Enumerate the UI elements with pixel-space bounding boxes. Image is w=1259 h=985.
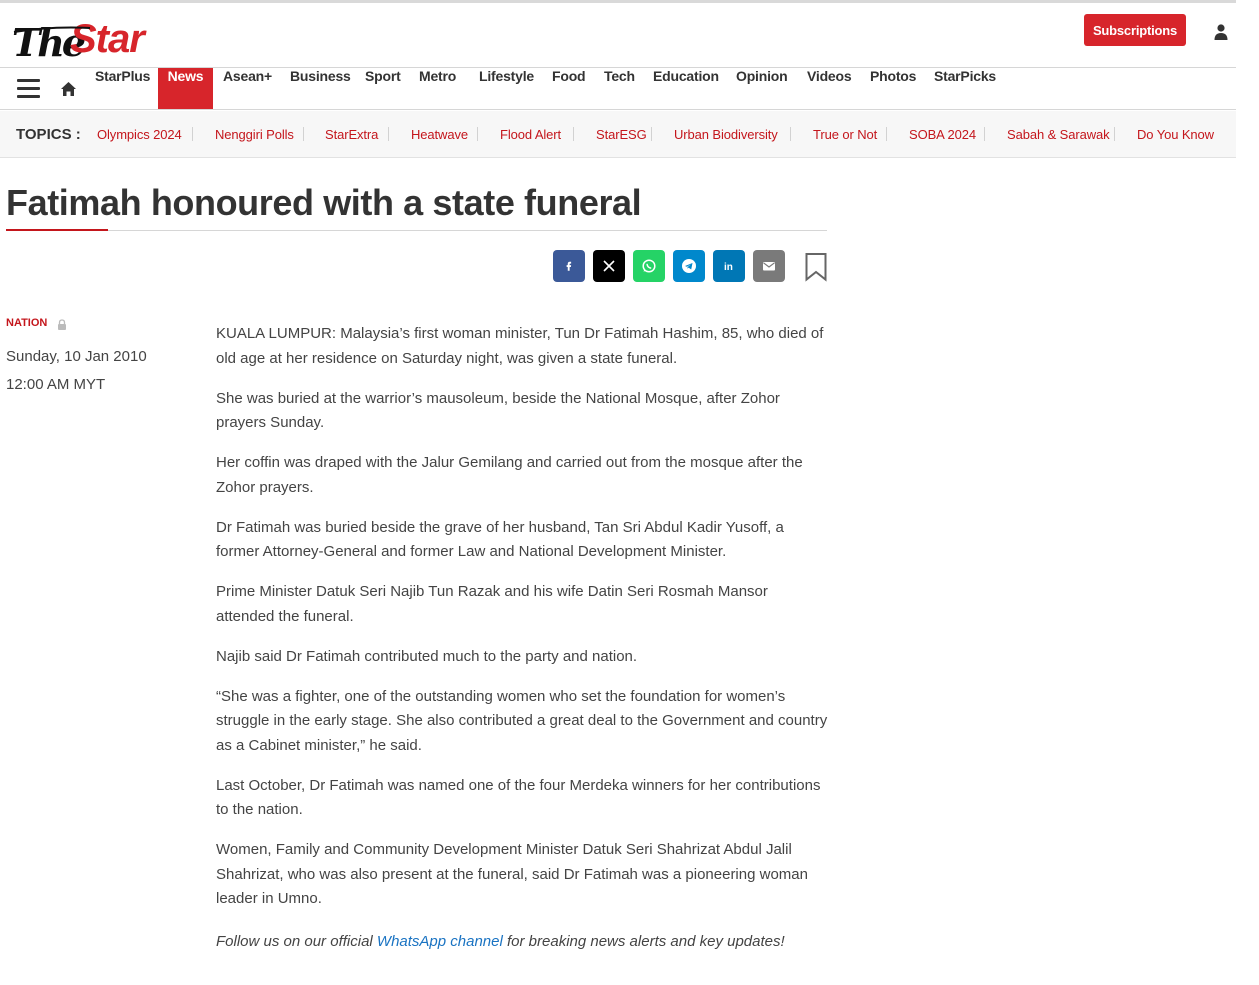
nav-item-opinion[interactable]: Opinion xyxy=(736,68,788,84)
telegram-icon xyxy=(681,258,697,274)
whatsapp-channel-link[interactable]: WhatsApp channel xyxy=(376,933,503,950)
headline-accent-bar xyxy=(6,229,108,231)
article-paragraph: Women, Family and Community Development Minister Datuk Seri Shahrizat Abdul Jalil Shahrizat, who was also present at the funeral, said Dr Fatimah was a pioneering woman leader in Umno. xyxy=(216,841,808,907)
follow-prefix: Follow us on our official xyxy=(216,933,377,950)
article-paragraph: Her coffin was draped with the Jalur Gemilang and carried out from the mosque after the Zohor prayers. xyxy=(216,454,803,496)
article-paragraph: She was buried at the warrior’s mausoleum, beside the National Mosque, after Zohor prayers Sunday. xyxy=(216,389,780,431)
article-paragraph: Prime Minister Datuk Seri Najib Tun Razak and his wife Datin Seri Rosmah Mansor attended the funeral. xyxy=(216,583,768,625)
subscriptions-button[interactable]: Subscriptions xyxy=(1084,14,1186,46)
topic-divider xyxy=(651,127,652,141)
whatsapp-share-button[interactable] xyxy=(633,250,665,282)
nav-item-education[interactable]: Education xyxy=(653,68,719,84)
x-share-button[interactable] xyxy=(593,250,625,282)
topic-link[interactable]: Heatwave xyxy=(411,127,469,142)
article-paragraph: “She was a fighter, one of the outstanding women who set the foundation for women’s struggle in the early stage. She also contributed a great deal to the Government and country as a Cabinet minister,” he said. xyxy=(216,687,828,754)
whatsapp-icon xyxy=(641,258,657,274)
topic-divider xyxy=(477,127,478,141)
publish-time: 12:00 AM MYT xyxy=(6,376,106,393)
nav-item-lifestyle[interactable]: Lifestyle xyxy=(479,68,534,84)
topics-bar xyxy=(0,111,1236,158)
nav-item-starpicks[interactable]: StarPicks xyxy=(934,68,997,84)
facebook-share-button[interactable] xyxy=(553,250,585,282)
topic-divider xyxy=(573,127,574,141)
home-icon[interactable] xyxy=(60,81,77,97)
topic-link[interactable]: Flood Alert xyxy=(500,127,562,142)
lock-icon xyxy=(57,317,67,328)
article-paragraph: KUALA LUMPUR: Malaysia’s first woman minister, Tun Dr Fatimah Hashim, 85, who died of old age at her residence on Saturday night, was given a state funeral. xyxy=(216,325,824,367)
publish-date: Sunday, 10 Jan 2010 xyxy=(6,348,147,365)
email-share-button[interactable] xyxy=(753,250,785,282)
topic-link[interactable]: Nenggiri Polls xyxy=(215,127,294,142)
nav-item-starplus[interactable]: StarPlus xyxy=(95,68,151,84)
svg-text:Star: Star xyxy=(70,17,144,61)
the-star-logo-icon xyxy=(12,12,162,64)
topic-link[interactable]: Olympics 2024 xyxy=(97,127,182,142)
topic-link[interactable]: True or Not xyxy=(813,127,878,142)
article-paragraph: Najib said Dr Fatimah contributed much to the party and nation. xyxy=(216,647,638,665)
bookmark-icon[interactable] xyxy=(804,252,828,282)
topic-link[interactable]: StarESG xyxy=(596,127,647,142)
topic-divider xyxy=(303,127,304,141)
svg-text:in: in xyxy=(724,262,733,273)
topic-link[interactable]: SOBA 2024 xyxy=(909,127,977,142)
topic-divider xyxy=(1114,127,1115,141)
user-account-icon[interactable] xyxy=(1213,23,1229,41)
topic-link[interactable]: Urban Biodiversity xyxy=(674,127,778,142)
article-paragraph: Last October, Dr Fatimah was named one of the four Merdeka winners for her contributions to the nation. xyxy=(216,776,821,818)
follow-suffix: for breaking news alerts and key updates! xyxy=(502,933,785,950)
article-body xyxy=(216,322,828,927)
nav-item-tech[interactable]: Tech xyxy=(604,68,635,84)
topic-link[interactable]: StarExtra xyxy=(325,127,379,142)
nav-item-business[interactable]: Business xyxy=(290,68,351,84)
nav-item-metro[interactable]: Metro xyxy=(419,68,457,84)
nav-item-photos[interactable]: Photos xyxy=(870,68,917,84)
facebook-icon xyxy=(561,258,577,274)
linkedin-share-button[interactable] xyxy=(713,250,745,282)
topic-divider xyxy=(192,127,193,141)
topic-divider xyxy=(790,127,791,141)
email-icon xyxy=(761,258,777,274)
headline-divider xyxy=(6,230,827,231)
topic-divider xyxy=(984,127,985,141)
linkedin-icon xyxy=(721,258,737,274)
topic-link[interactable]: Do You Know xyxy=(1137,127,1214,142)
article-paragraph: Dr Fatimah was buried beside the grave of her husband, Tan Sri Abdul Kadir Yusoff, a former Attorney-General and former Law and National Development Minister. xyxy=(216,518,784,560)
whatsapp-follow-note xyxy=(216,933,785,950)
topic-divider xyxy=(886,127,887,141)
telegram-share-button[interactable] xyxy=(673,250,705,282)
svg-text:The: The xyxy=(12,20,84,64)
topic-link[interactable]: Sabah & Sarawak xyxy=(1007,127,1110,142)
x-icon xyxy=(601,258,617,274)
nav-item-food[interactable]: Food xyxy=(552,68,586,84)
site-header xyxy=(0,0,1236,68)
nav-item-sport[interactable]: Sport xyxy=(365,68,401,84)
main-navigation xyxy=(0,68,1236,110)
nav-item-videos[interactable]: Videos xyxy=(807,68,852,84)
menu-icon[interactable] xyxy=(17,79,40,99)
topic-divider xyxy=(388,127,389,141)
section-label[interactable]: NATION xyxy=(6,317,48,329)
site-logo[interactable] xyxy=(12,12,162,64)
article-headline: Fatimah honoured with a state funeral xyxy=(6,182,642,223)
nav-item-news[interactable]: News xyxy=(158,68,213,109)
topics-label: TOPICS : xyxy=(16,126,81,143)
nav-item-asean[interactable]: Asean+ xyxy=(223,68,272,84)
